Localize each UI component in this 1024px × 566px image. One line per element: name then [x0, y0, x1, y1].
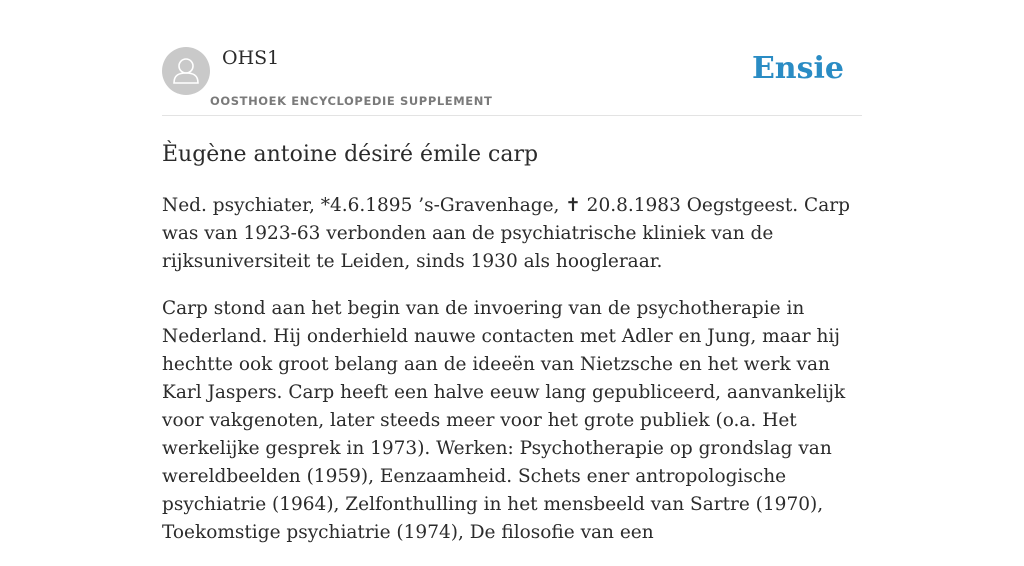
avatar[interactable]	[162, 47, 210, 95]
article-body	[162, 192, 862, 566]
site-subtitle: OOSTHOEK ENCYCLOPEDIE SUPPLEMENT	[210, 94, 493, 108]
page-title: Èugène antoine désiré émile carp	[162, 142, 539, 167]
header	[162, 0, 862, 116]
user-icon	[162, 47, 210, 95]
page-container	[162, 0, 862, 543]
article-paragraph: Carp stond aan het begin van de invoering van de psychotherapie in Nederland. Hij onderhield nauwe contacten met Adler en Jung, maar hij hechtte ook groot belang aan de ideeën van Nietzsche en het werk van Karl Jaspers. Carp heeft een halve eeuw lang gepubliceerd, aanvankelijk voor vakgenoten, later steeds meer voor het grote publiek (o.a. Het werkelijke gesprek in 1973). Werken: Psychotherapie op grondslag van wereldbeelden (1959), Eenzaamheid. Schets ener antropologische psychiatrie (1964), Zelfonthulling in het mensbeeld van Sartre (1970), Toekomstige psychiatrie (1974), De filosofie van een	[162, 298, 846, 543]
article-paragraph: Ned. psychiater, *4.6.1895 ’s-Gravenhage, ✝ 20.8.1983 Oegstgeest. Carp was van 1923-63 verbonden aan de psychiatrische kliniek van de rijksuniversiteit te Leiden, sinds 1930 als hoogleraar.	[162, 195, 850, 272]
brand-logo[interactable]: Ensie	[751, 51, 844, 86]
site-name[interactable]: OHS1	[222, 47, 280, 69]
